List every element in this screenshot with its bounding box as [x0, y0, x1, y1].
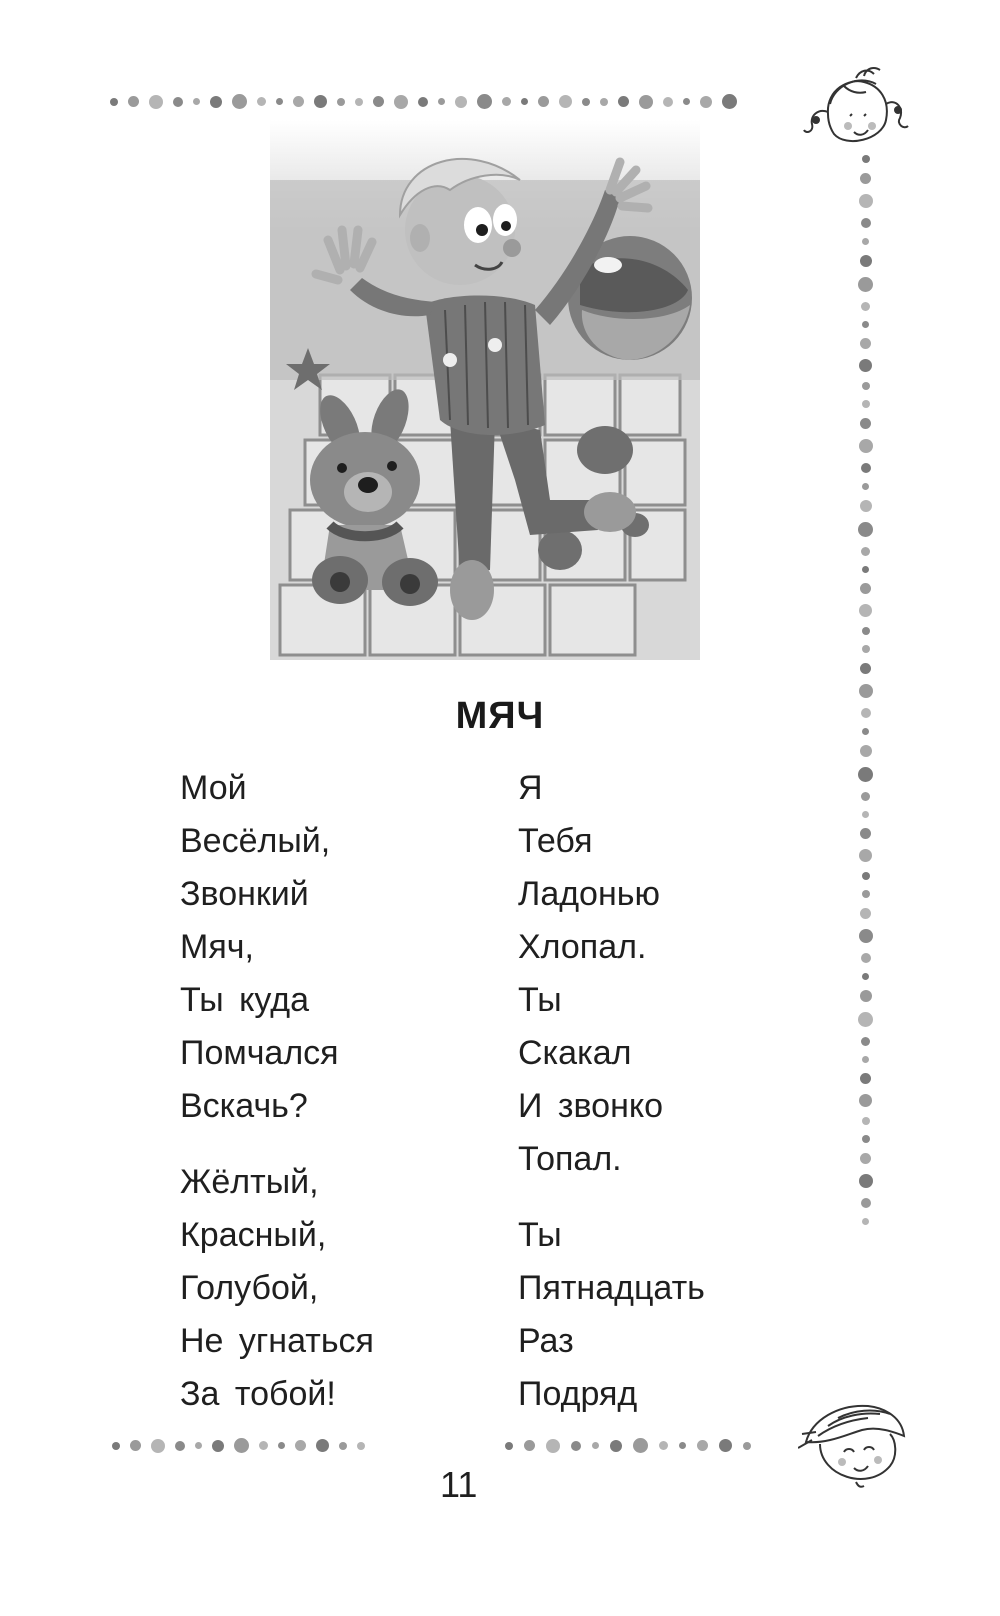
- border-dot: [293, 96, 304, 107]
- border-dot: [193, 98, 200, 105]
- border-dot: [438, 98, 445, 105]
- border-dot: [862, 872, 870, 880]
- border-dot: [862, 811, 869, 818]
- border-dot: [858, 277, 873, 292]
- border-dot: [860, 500, 872, 512]
- border-dot: [663, 97, 673, 107]
- border-dot: [860, 173, 871, 184]
- boy-with-ball-and-bunny-illustration: [250, 120, 720, 660]
- border-dot: [859, 929, 873, 943]
- border-dot: [175, 1441, 185, 1451]
- bottom-dot-border-left: [112, 1438, 375, 1453]
- poem-line: Помчался: [180, 1034, 339, 1072]
- right-stanza-2: [518, 1209, 705, 1421]
- border-dot: [859, 359, 872, 372]
- border-dot: [538, 96, 549, 107]
- border-dot: [232, 94, 247, 109]
- border-dot: [861, 792, 870, 801]
- poem-line: Топал.: [518, 1140, 622, 1178]
- border-dot: [546, 1439, 560, 1453]
- border-dot: [212, 1440, 224, 1452]
- border-dot: [112, 1442, 120, 1450]
- border-dot: [394, 95, 408, 109]
- border-dot: [862, 382, 870, 390]
- poem-line: Мяч,: [180, 928, 254, 966]
- border-dot: [151, 1439, 165, 1453]
- poem-line: Красный,: [180, 1216, 327, 1254]
- border-dot: [373, 96, 384, 107]
- border-dot: [861, 547, 870, 556]
- poem-line: Весёлый,: [180, 822, 331, 860]
- border-dot: [860, 1073, 871, 1084]
- border-dot: [862, 1218, 869, 1225]
- border-dot: [234, 1438, 249, 1453]
- right-stanza-1: [518, 762, 705, 1186]
- border-dot: [862, 238, 869, 245]
- border-dot: [860, 255, 872, 267]
- border-dot: [859, 849, 872, 862]
- border-dot: [858, 767, 873, 782]
- border-dot: [502, 97, 511, 106]
- border-dot: [861, 463, 871, 473]
- border-dot: [859, 604, 872, 617]
- border-dot: [860, 1153, 871, 1164]
- border-dot: [862, 321, 869, 328]
- border-dot: [505, 1442, 513, 1450]
- border-dot: [418, 97, 428, 107]
- border-dot: [860, 908, 871, 919]
- poem-line: Жёлтый,: [180, 1163, 319, 1201]
- border-dot: [860, 990, 872, 1002]
- poem-line: Тебя: [518, 822, 593, 860]
- poem-line: Я: [518, 769, 543, 807]
- border-dot: [257, 97, 266, 106]
- border-dot: [743, 1442, 751, 1450]
- border-dot: [862, 973, 869, 980]
- border-dot: [859, 194, 873, 208]
- border-dot: [477, 94, 492, 109]
- border-dot: [173, 97, 183, 107]
- border-dot: [639, 95, 653, 109]
- poem-line: Скакал: [518, 1034, 632, 1072]
- border-dot: [679, 1442, 686, 1449]
- border-dot: [357, 1442, 365, 1450]
- poem-right-column: [518, 762, 705, 1421]
- border-dot: [455, 96, 467, 108]
- border-dot: [521, 98, 528, 105]
- border-dot: [860, 745, 872, 757]
- poem-line: Не угнаться: [180, 1322, 374, 1360]
- border-dot: [861, 1198, 871, 1208]
- border-dot: [860, 828, 871, 839]
- poem-line: Мой: [180, 769, 247, 807]
- poem-line: Ты куда: [180, 981, 310, 1019]
- border-dot: [862, 627, 870, 635]
- border-dot: [633, 1438, 648, 1453]
- border-dot: [862, 566, 869, 573]
- poem-line: Раз: [518, 1322, 574, 1360]
- border-dot: [571, 1441, 581, 1451]
- border-dot: [862, 400, 870, 408]
- border-dot: [110, 98, 118, 106]
- border-dot: [697, 1440, 708, 1451]
- border-dot: [862, 155, 870, 163]
- border-dot: [862, 1135, 870, 1143]
- poem-line: Хлопал.: [518, 928, 647, 966]
- border-dot: [859, 1174, 873, 1188]
- poem-line: И звонко: [518, 1087, 664, 1125]
- border-dot: [683, 98, 690, 105]
- border-dot: [128, 96, 139, 107]
- border-dot: [195, 1442, 202, 1449]
- poem-line: Ты: [518, 1216, 562, 1254]
- border-dot: [861, 218, 871, 228]
- border-dot: [862, 1056, 869, 1063]
- border-dot: [610, 1440, 622, 1452]
- border-dot: [858, 522, 873, 537]
- border-dot: [862, 1117, 870, 1125]
- border-dot: [719, 1439, 732, 1452]
- border-dot: [259, 1441, 268, 1450]
- border-dot: [860, 338, 871, 349]
- poem-title: МЯЧ: [455, 695, 545, 737]
- bottom-dot-border-right: [505, 1438, 762, 1453]
- poem-line: Подряд: [518, 1375, 638, 1413]
- border-dot: [278, 1442, 285, 1449]
- border-dot: [618, 96, 629, 107]
- border-dot: [130, 1440, 141, 1451]
- top-dot-border: [110, 94, 747, 109]
- border-dot: [862, 890, 870, 898]
- border-dot: [860, 663, 871, 674]
- border-dot: [559, 95, 572, 108]
- poem-line: Ты: [518, 981, 562, 1019]
- border-dot: [860, 583, 871, 594]
- border-dot: [861, 953, 871, 963]
- page-number: 11: [440, 1464, 478, 1505]
- poem-line: За тобой!: [180, 1375, 336, 1413]
- border-dot: [316, 1439, 329, 1452]
- left-stanza-2: [180, 1156, 374, 1421]
- border-dot: [600, 98, 608, 106]
- border-dot: [592, 1442, 599, 1449]
- border-dot: [659, 1441, 668, 1450]
- border-dot: [861, 302, 870, 311]
- poem-line: Звонкий: [180, 875, 309, 913]
- border-dot: [295, 1440, 306, 1451]
- poem-line: Голубой,: [180, 1269, 319, 1307]
- border-dot: [582, 98, 590, 106]
- poem-line: Пятнадцать: [518, 1269, 705, 1307]
- border-dot: [355, 98, 363, 106]
- boy-face-icon: [798, 1396, 910, 1496]
- poem-line: Вскачь?: [180, 1087, 308, 1125]
- border-dot: [858, 1012, 873, 1027]
- border-dot: [314, 95, 327, 108]
- border-dot: [860, 418, 871, 429]
- border-dot: [276, 98, 283, 105]
- left-stanza-1: [180, 762, 374, 1133]
- border-dot: [700, 96, 712, 108]
- poem-line: Ладонью: [518, 875, 660, 913]
- border-dot: [337, 98, 345, 106]
- border-dot: [149, 95, 163, 109]
- poem-left-column: [180, 762, 374, 1421]
- girl-face-icon: [800, 64, 912, 156]
- border-dot: [861, 1037, 870, 1046]
- border-dot: [862, 645, 870, 653]
- border-dot: [339, 1442, 347, 1450]
- border-dot: [722, 94, 737, 109]
- border-dot: [859, 439, 873, 453]
- border-dot: [524, 1440, 535, 1451]
- border-dot: [859, 1094, 872, 1107]
- border-dot: [862, 483, 869, 490]
- border-dot: [210, 96, 222, 108]
